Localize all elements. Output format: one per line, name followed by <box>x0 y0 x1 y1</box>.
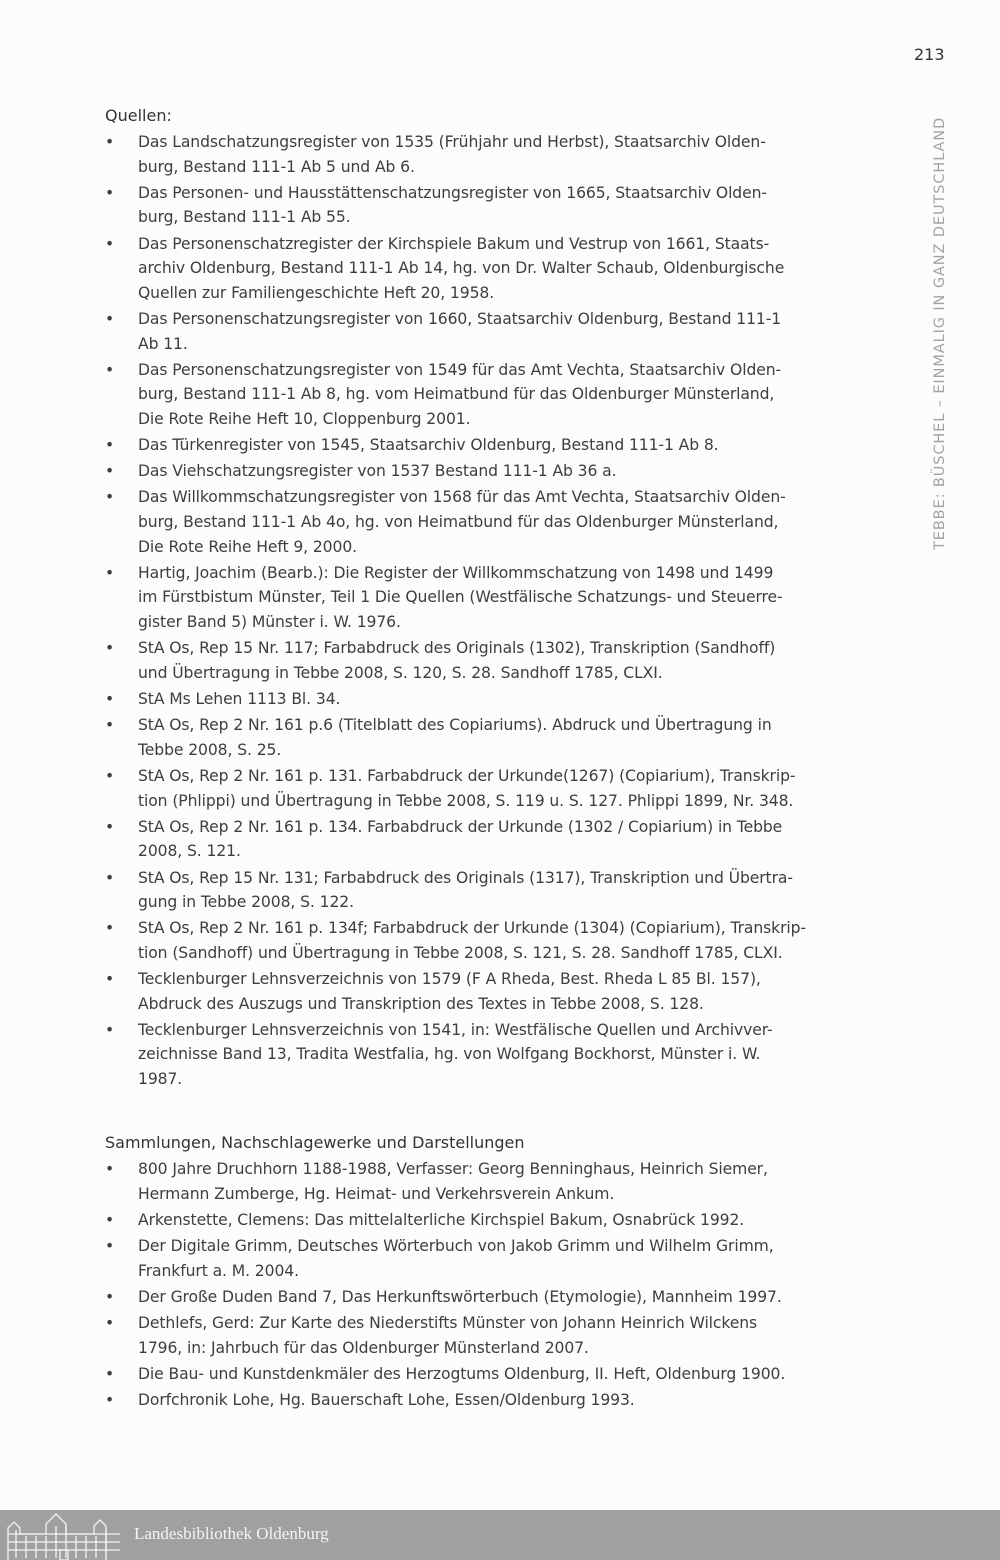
item-text-line: Die Bau- und Kunstdenkmäler des Herzogtums Oldenburg, II. Heft, Oldenburg 1900. <box>138 1364 786 1383</box>
item-text-line: StA Os, Rep 15 Nr. 131; Farbabdruck des Originals (1317), Transkription und Übertra- <box>138 868 793 887</box>
bullet-icon: • <box>105 563 115 582</box>
item-text-line: Ab 11. <box>138 334 188 353</box>
item-text-line: Hartig, Joachim (Bearb.): Die Register der Willkommschatzung von 1498 und 1499 <box>138 563 774 582</box>
item-text-line: burg, Bestand 111-1 Ab 5 und Ab 6. <box>138 157 415 176</box>
list-item <box>105 866 850 915</box>
bullet-icon: • <box>105 766 115 785</box>
list-item <box>105 459 850 484</box>
list-item <box>105 433 850 458</box>
item-text-line: StA Os, Rep 2 Nr. 161 p. 134f; Farbabdruck der Urkunde (1304) (Copiarium), Transkrip- <box>138 919 806 938</box>
bullet-icon: • <box>105 716 115 735</box>
bullet-icon: • <box>105 462 115 481</box>
list-item <box>105 1311 850 1360</box>
bullet-icon: • <box>105 817 115 836</box>
item-text-line: 800 Jahre Druchhorn 1188-1988, Verfasser: Georg Benninghaus, Heinrich Siemer, <box>138 1160 768 1179</box>
literature-list <box>105 1157 850 1413</box>
item-text-line: Frankfurt a. M. 2004. <box>138 1261 299 1280</box>
list-item <box>105 181 850 230</box>
list-item <box>105 1388 850 1413</box>
list-item <box>105 1285 850 1310</box>
bullet-icon: • <box>105 868 115 887</box>
item-text-line: StA Ms Lehen 1113 Bl. 34. <box>138 690 341 708</box>
library-footer <box>0 1510 1000 1560</box>
list-item <box>105 687 850 712</box>
item-text-line: burg, Bestand 111-1 Ab 8, hg. vom Heimatbund für das Oldenburger Münsterland, <box>138 385 775 404</box>
list-item <box>105 307 850 356</box>
item-text-line: Dethlefs, Gerd: Zur Karte des Niederstifts Münster von Johann Heinrich Wilckens <box>138 1314 758 1333</box>
item-text-line: 1796, in: Jahrbuch für das Oldenburger Münsterland 2007. <box>138 1338 589 1357</box>
bullet-icon: • <box>105 360 115 379</box>
list-item <box>105 1234 850 1283</box>
bullet-icon: • <box>105 436 115 455</box>
bullet-icon: • <box>105 1237 115 1256</box>
list-item <box>105 130 850 179</box>
list-item <box>105 485 850 559</box>
item-text-line: Der Große Duden Band 7, Das Herkunftswörterbuch (Etymologie), Mannheim 1997. <box>138 1288 782 1306</box>
list-item <box>105 358 850 432</box>
item-text-line: tion (Phlippi) und Übertragung in Tebbe 2008, S. 119 u. S. 127. Phlippi 1899, Nr. 348. <box>138 791 794 810</box>
item-text-line: StA Os, Rep 15 Nr. 117; Farbabdruck des Originals (1302), Transkription (Sandhoff) <box>138 639 776 658</box>
item-text-line: Die Rote Reihe Heft 9, 2000. <box>138 537 358 556</box>
list-item <box>105 636 850 685</box>
item-text-line: Abdruck des Auszugs und Transkription des Textes in Tebbe 2008, S. 128. <box>138 994 704 1013</box>
bullet-icon: • <box>105 488 115 507</box>
list-item <box>105 713 850 762</box>
item-text-line: Arkenstette, Clemens: Das mittelalterliche Kirchspiel Bakum, Osnabrück 1992. <box>138 1211 745 1230</box>
item-text-line: Der Digitale Grimm, Deutsches Wörterbuch von Jakob Grimm und Wilhelm Grimm, <box>138 1237 774 1256</box>
item-text-line: archiv Oldenburg, Bestand 111-1 Ab 14, hg. von Dr. Walter Schaub, Oldenburgische <box>138 259 785 278</box>
bullet-icon: • <box>105 1314 115 1333</box>
list-item <box>105 1018 850 1092</box>
item-text-line: Die Rote Reihe Heft 10, Cloppenburg 2001. <box>138 409 471 428</box>
item-text-line: StA Os, Rep 2 Nr. 161 p.6 (Titelblatt des Copiariums). Abdruck und Übertragung in <box>138 716 772 735</box>
section-literature <box>105 1131 850 1413</box>
footer-label: Landesbibliothek Oldenburg <box>134 1524 329 1543</box>
item-text-line: und Übertragung in Tebbe 2008, S. 120, S. 28. Sandhoff 1785, CLXI. <box>138 663 663 682</box>
section-sources <box>105 104 850 1092</box>
item-text-line: burg, Bestand 111-1 Ab 4o, hg. von Heimatbund für das Oldenburger Münsterland, <box>138 513 779 532</box>
item-text-line: StA Os, Rep 2 Nr. 161 p. 134. Farbabdruck der Urkunde (1302 / Copiarium) in Tebbe <box>138 817 783 836</box>
list-item <box>105 561 850 635</box>
running-header: TEBBE: BÜSCHEL – EINMALIG IN GANZ DEUTSCHLAND <box>932 116 948 550</box>
item-text-line: zeichnisse Band 13, Tradita Westfalia, hg. von Wolfgang Bockhorst, Münster i. W. <box>138 1045 761 1064</box>
item-text-line: gister Band 5) Münster i. W. 1976. <box>138 613 401 632</box>
item-text-line: Das Personen- und Hausstättenschatzungsregister von 1665, Staatsarchiv Olden- <box>138 183 767 202</box>
library-building-logo <box>6 1512 124 1560</box>
bullet-icon: • <box>105 1391 115 1410</box>
bullet-icon: • <box>105 970 115 989</box>
bullet-icon: • <box>105 639 115 658</box>
bullet-icon: • <box>105 1211 115 1230</box>
list-item <box>105 764 850 813</box>
item-text-line: Das Türkenregister von 1545, Staatsarchiv Oldenburg, Bestand 111-1 Ab 8. <box>138 436 719 455</box>
item-text-line: Tebbe 2008, S. 25. <box>138 740 282 759</box>
list-item <box>105 1362 850 1387</box>
item-text-line: Das Personenschatzregister der Kirchspiele Bakum und Vestrup von 1661, Staats- <box>138 234 770 253</box>
item-text-line: Hermann Zumberge, Hg. Heimat- und Verkehrsverein Ankum. <box>138 1184 615 1203</box>
bullet-icon: • <box>105 690 115 708</box>
list-item <box>105 1157 850 1206</box>
source-list <box>105 130 850 1092</box>
item-text-line: burg, Bestand 111-1 Ab 55. <box>138 208 351 227</box>
item-text-line: gung in Tebbe 2008, S. 122. <box>138 893 354 912</box>
item-text-line: Das Personenschatzungsregister von 1549 für das Amt Vechta, Staatsarchiv Olden- <box>138 360 782 379</box>
item-text-line: im Fürstbistum Münster, Teil 1 Die Quellen (Westfälische Schatzungs- und Steuerre- <box>138 588 783 607</box>
bullet-icon: • <box>105 1160 115 1179</box>
item-text-line: Dorfchronik Lohe, Hg. Bauerschaft Lohe, Essen/Oldenburg 1993. <box>138 1391 635 1410</box>
list-item <box>105 232 850 306</box>
item-text-line: Das Willkommschatzungsregister von 1568 für das Amt Vechta, Staatsarchiv Olden- <box>138 488 786 507</box>
list-item <box>105 967 850 1016</box>
bullet-icon: • <box>105 133 115 151</box>
item-text-line: Quellen zur Familiengeschichte Heft 20, 1958. <box>138 283 495 302</box>
item-text-line: 2008, S. 121. <box>138 842 241 861</box>
bullet-icon: • <box>105 309 115 328</box>
bullet-icon: • <box>105 1364 115 1383</box>
bullet-icon: • <box>105 234 115 253</box>
item-text-line: Das Viehschatzungsregister von 1537 Bestand 111-1 Ab 36 a. <box>138 462 617 481</box>
item-text-line: Das Landschatzungsregister von 1535 (Frühjahr und Herbst), Staatsarchiv Olden- <box>138 133 766 151</box>
item-text-line: StA Os, Rep 2 Nr. 161 p. 131. Farbabdruck der Urkunde(1267) (Copiarium), Transkrip- <box>138 766 796 785</box>
item-text-line: Tecklenburger Lehnsverzeichnis von 1579 (F A Rheda, Best. Rheda L 85 Bl. 157), <box>138 970 761 989</box>
item-text-line: tion (Sandhoff) und Übertragung in Tebbe 2008, S. 121, S. 28. Sandhoff 1785, CLXI. <box>138 943 783 962</box>
section-heading: Quellen: <box>105 106 172 125</box>
bullet-icon: • <box>105 1020 115 1039</box>
bullet-icon: • <box>105 919 115 938</box>
list-item <box>105 1208 850 1233</box>
bullet-icon: • <box>105 183 115 202</box>
page-number: 213 <box>914 45 945 64</box>
list-item <box>105 916 850 965</box>
item-text-line: 1987. <box>138 1070 183 1089</box>
section-heading: Sammlungen, Nachschlagewerke und Darstellungen <box>105 1133 525 1153</box>
item-text-line: Das Personenschatzungsregister von 1660, Staatsarchiv Oldenburg, Bestand 111-1 <box>138 309 782 328</box>
bibliography <box>105 104 850 1414</box>
list-item <box>105 815 850 864</box>
item-text-line: Tecklenburger Lehnsverzeichnis von 1541, in: Westfälische Quellen und Archivver- <box>138 1020 773 1039</box>
bullet-icon: • <box>105 1288 115 1306</box>
